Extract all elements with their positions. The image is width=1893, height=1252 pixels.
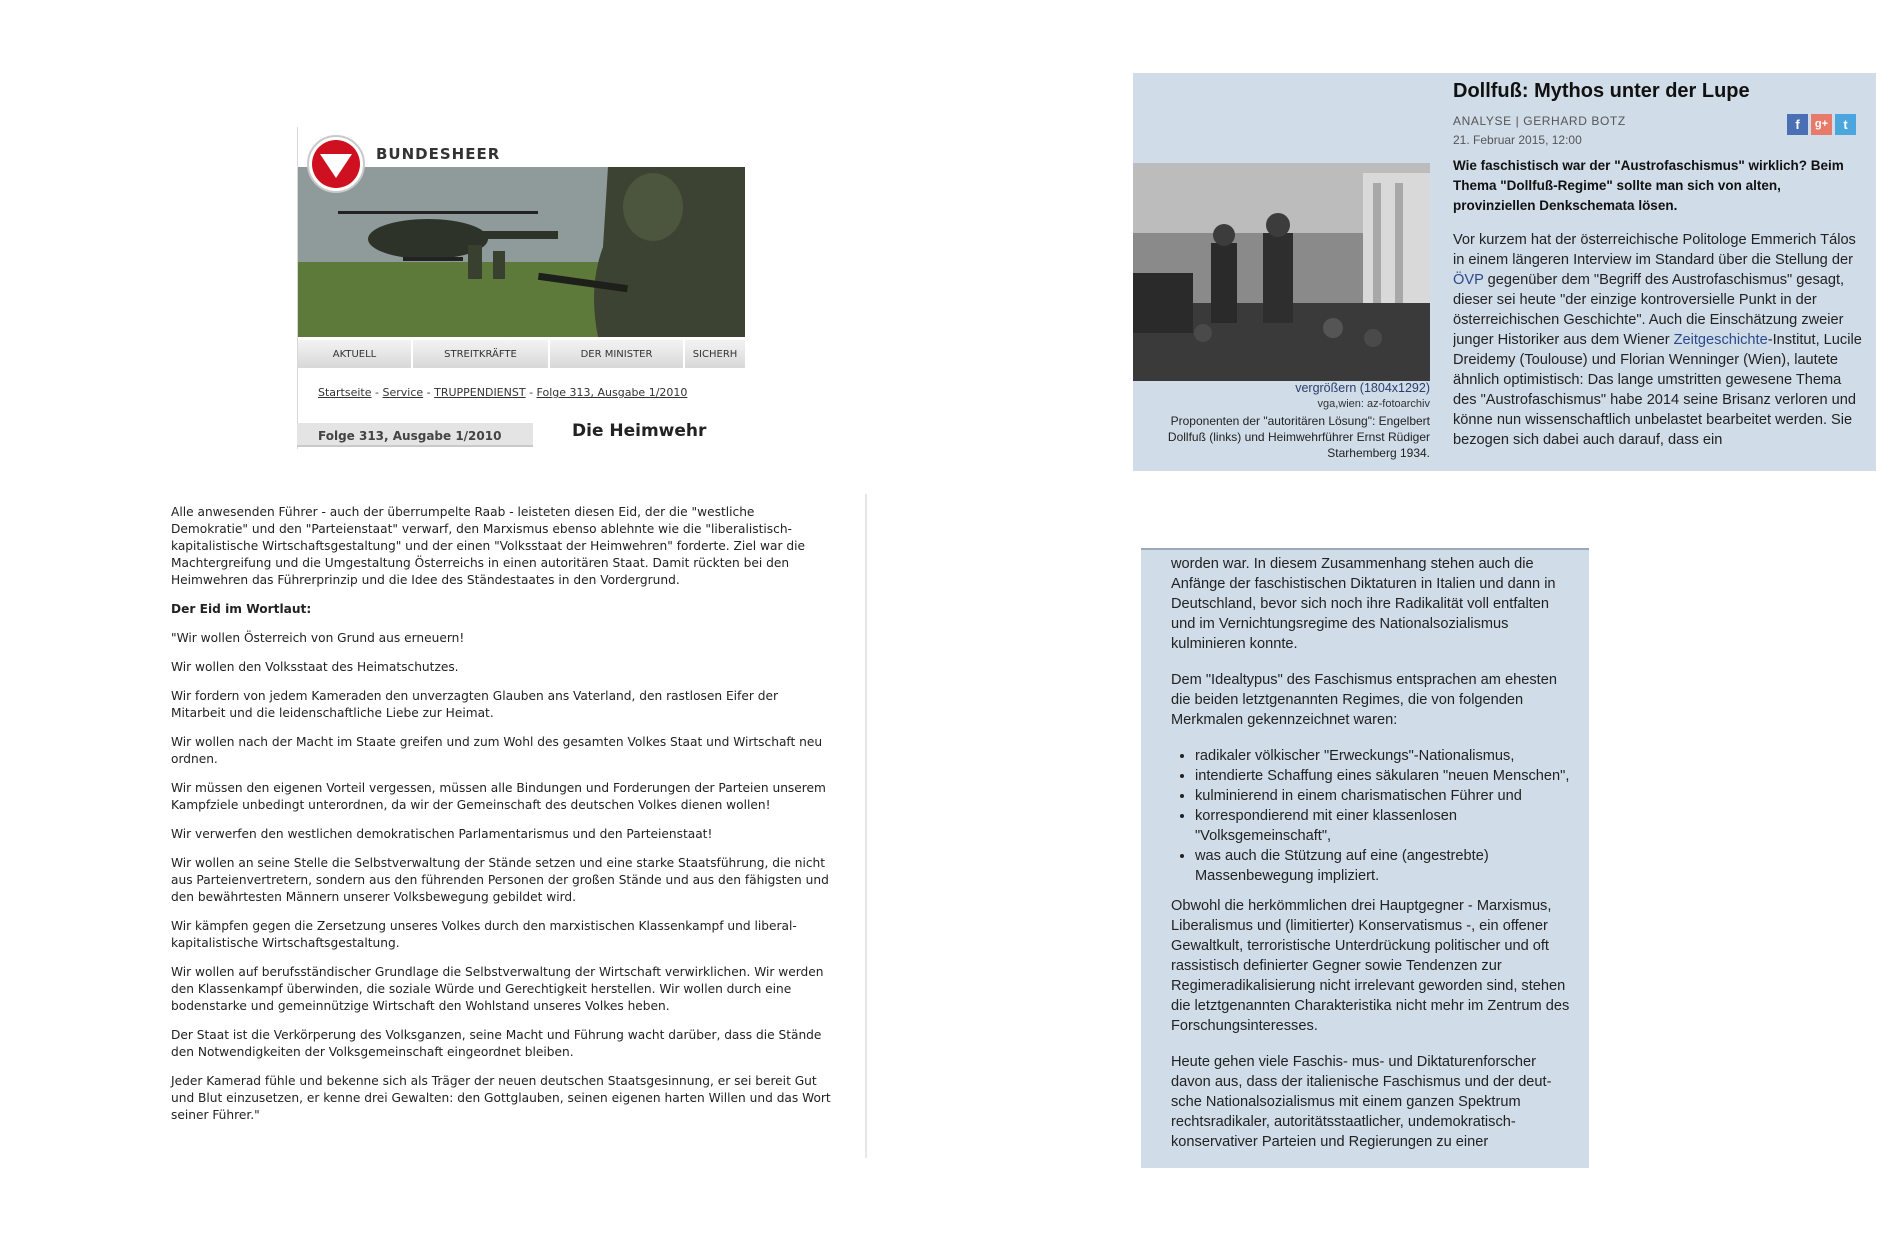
photo-rally-crowd: [1133, 163, 1430, 381]
list-item: • intendierte Schaffung eines säkularen "neuen Menschen",: [1195, 766, 1571, 786]
logo-triangle-icon: [320, 154, 352, 178]
photo-caption: Proponenten der "autoritären Lösung": Engelbert Dollfuß (links) und Heimwehrführer Ernst Rüdiger Starhemberg 1934.: [1167, 414, 1430, 460]
photo-credit: vga,wien: az-fotoarchiv: [1317, 398, 1430, 410]
heimwehr-article-text: [171, 504, 831, 1136]
issue-label: Folge 313, Ausgabe 1/2010: [297, 423, 533, 447]
oath-paragraph: Wir müssen den eigenen Vorteil vergessen, müssen alle Bindungen und Forderungen der Parteien unserem Kampfziele unbedingt unterordnen, da wir der Gemeinschaft des deutschen Volkes dienen wollen!: [171, 781, 826, 812]
list-item: • was auch die Stützung auf eine (angestrebte) Massenbewegung impliziert.: [1195, 846, 1571, 886]
breadcrumb-sep: -: [423, 386, 435, 399]
fascism-article-panel: [1141, 548, 1589, 1168]
nav-item-der-minister[interactable]: DER MINISTER: [550, 340, 685, 368]
paragraph: Obwohl die herkömmlichen drei Hauptgegner - Marxismus, Liberalismus und (limitierter) Konservatismus -, ein offener Gewaltkult, terroristische Unterdrückung politischer und oft rassistisch definierter Gegner sowie Tendenzen zur Regimeradikalisierung nicht irrelevant geworden sind, stehen die letztgenannten Charakteristika nicht mehr im Zentrum des Forschungsinteresses.: [1171, 898, 1570, 1034]
list-item: • korrespondierend mit einer klassenlosen "Volksgemeinschaft",: [1195, 806, 1571, 846]
oath-paragraph: Wir wollen nach der Macht im Staate greifen und zum Wohl des gesamten Volkes Staat und Wirtschaft neu ordnen.: [171, 735, 823, 766]
link-oevp[interactable]: ÖVP: [1453, 272, 1484, 288]
oath-paragraph: Jeder Kamerad fühle und bekenne sich als Träger der neuen deutschen Staatsgesinnung, er sei bereit Gut und Blut einzusetzen, er kenne drei Gewalten: den Gottglauben, seinen eigenen harten Willen und das Wort seiner Führer.": [171, 1074, 831, 1122]
article-photo[interactable]: [1133, 163, 1430, 381]
oath-paragraph: Wir wollen an seine Stelle die Selbstverwaltung der Stände setzen und eine starke Staatsführung, die nicht aus Parteienvertretern, sondern aus den führenden Personen der großen Stände und aus den fähigsten und den bewährtesten Männern unserer Volksbewegung gebildet wird.: [171, 856, 829, 904]
oath-paragraph: Wir kämpfen gegen die Zersetzung unseres Volkes durch den marxistischen Klassenkampf und liberal-kapitalistische Wirtschaftsgestaltung.: [171, 919, 797, 950]
bundesheer-brand: BUNDESHEER: [376, 145, 501, 163]
breadcrumb-truppendienst[interactable]: TRUPPENDIENST: [434, 386, 526, 399]
nav-item-streitkraefte[interactable]: STREITKRÄFTE: [413, 340, 550, 368]
oath-paragraph: Wir fordern von jedem Kameraden den unverzagten Glauben ans Vaterland, den rastlosen Eifer der Mitarbeit und die leidenschaftliche Liebe zur Heimat.: [171, 689, 778, 720]
fascism-article-text: [1171, 554, 1571, 1168]
paragraph: Dem "Idealtypus" des Faschismus entsprachen am ehesten die beiden letztgenannten Regimes, die von folgenden Merkmalen gekennzeichnet waren:: [1171, 672, 1557, 728]
list-item: • radikaler völkischer "Erweckungs"-Nationalismus,: [1195, 746, 1571, 766]
page-title: Die Heimwehr: [572, 421, 707, 441]
link-zeitgeschichte[interactable]: Zeitgeschichte: [1673, 332, 1768, 348]
oath-paragraph: Wir wollen den Volksstaat des Heimatschutzes.: [171, 660, 459, 674]
breadcrumb-startseite[interactable]: Startseite: [318, 386, 372, 399]
article-meta: ANALYSE | GERHARD BOTZ: [1453, 114, 1626, 128]
breadcrumb: [318, 386, 687, 399]
paragraph: worden war. In diesem Zusammenhang stehen auch die Anfänge der faschistischen Diktaturen in Italien und dann in Deutschland, bevor sich noch ihre Radikalität voll entfalten und im Vernichtungsregime des Nationalsozialismus kulminieren konnte.: [1171, 556, 1556, 652]
bundesheer-logo[interactable]: [307, 135, 365, 193]
breadcrumb-sep: -: [525, 386, 537, 399]
breadcrumb-service[interactable]: Service: [382, 386, 424, 399]
intro-paragraph: Alle anwesenden Führer - auch der überrumpelte Raab - leisteten diesen Eid, der die "westliche Demokratie" und den "Parteienstaat" verwarf, den Marxismus ebenso ablehnte wie die "liberalistisch-kapitalistische Wirtschaftsgestaltung" und der einen "Volksstaat der Heimwehren" forderte. Ziel war die Machtergreifung und die Umgestaltung Österreichs in einen autoritären Staat. Damit rückten bei den Heimwehren das Führerprinzip und die Idee des Ständestaates in den Vordergrund.: [171, 505, 805, 587]
facebook-share-icon[interactable]: f: [1787, 114, 1808, 135]
body-text: -Institut, Lucile Dreidemy (Toulouse) und Florian Wenninger (Wien), lautete ähnlich optimistisch: Das lange umstritten gewesene Thema des "Austrofaschismus" habe 2014 seine Brisanz verloren und könne nun wissenschaftlich unbelastet bearbeitet werden. Sie bezogen sich dabei auch darauf, dass ein: [1453, 332, 1862, 448]
article-lead: Wie faschistisch war der "Austrofaschismus" wirklich? Beim Thema "Dollfuß-Regime" sollte man sich von alten, provinziellen Denkschemata lösen.: [1453, 158, 1844, 213]
paragraph: Heute gehen viele Faschis- mus- und Diktaturenforscher davon aus, dass der italienische Faschismus und der deut- sche Nationalsozialismus mit einem ganzen Spektrum rechtsradikaler, autoritätsstaatlicher, undemokratisch-konservativer Parteien und Regierungen zu einer: [1171, 1054, 1552, 1150]
oath-heading: Der Eid im Wortlaut:: [171, 602, 312, 616]
nav-item-aktuell[interactable]: AKTUELL: [298, 340, 413, 368]
article-body: [1453, 230, 1865, 471]
oath-paragraph: Wir wollen auf berufsständischer Grundlage die Selbstverwaltung der Wirtschaft verwirklichen. Wir werden den Klassenkampf überwinden, die soziale Würde und Gerechtigkeit herstellen. Wir wollen durch eine bodenstarke und gemeinnützige Wirtschaft den Wohlstand unseres Volkes heben.: [171, 965, 824, 1013]
twitter-share-icon[interactable]: t: [1835, 114, 1856, 135]
oath-paragraph: Der Staat ist die Verkörperung des Volksganzen, seine Macht und Führung wacht darüber, dass die Stände den Notwendigkeiten der Volksgemeinschaft eingeordnet bleiben.: [171, 1028, 822, 1059]
article-date: 21. Februar 2015, 12:00: [1453, 133, 1582, 147]
hero-photo-helicopter-soldiers: [298, 167, 745, 337]
body-text: gegenüber dem "Begriff des Austrofaschismus" gesagt, dieser sei heute "der einzige kontroversielle Punkt in der österreichischen Geschichte". Auch die Einschätzung zweier junger Historiker aus dem Wiener: [1453, 272, 1845, 348]
characteristics-list: [1171, 746, 1571, 886]
enlarge-link[interactable]: vergrößern (1804x1292): [1295, 381, 1430, 395]
bundesheer-hero-image: [298, 167, 745, 337]
body-text: Vor kurzem hat der österreichische Politologe Emmerich Tálos in einem längeren Interview im Standard über die Stellung der: [1453, 232, 1856, 268]
oath-paragraph: "Wir wollen Österreich von Grund aus erneuern!: [171, 631, 465, 645]
list-item: • kulminierend in einem charismatischen Führer und: [1195, 786, 1571, 806]
article-title: Dollfuß: Mythos unter der Lupe: [1453, 80, 1750, 102]
breadcrumb-folge[interactable]: Folge 313, Ausgabe 1/2010: [536, 386, 688, 399]
bundesheer-nav: [298, 340, 745, 368]
breadcrumb-sep: -: [371, 386, 383, 399]
oath-paragraph: Wir verwerfen den westlichen demokratischen Parlamentarismus und den Parteienstaat!: [171, 827, 713, 841]
googleplus-share-icon[interactable]: g+: [1811, 114, 1832, 135]
column-divider: [865, 494, 867, 1158]
nav-item-sicherheit[interactable]: SICHERH: [685, 340, 747, 368]
